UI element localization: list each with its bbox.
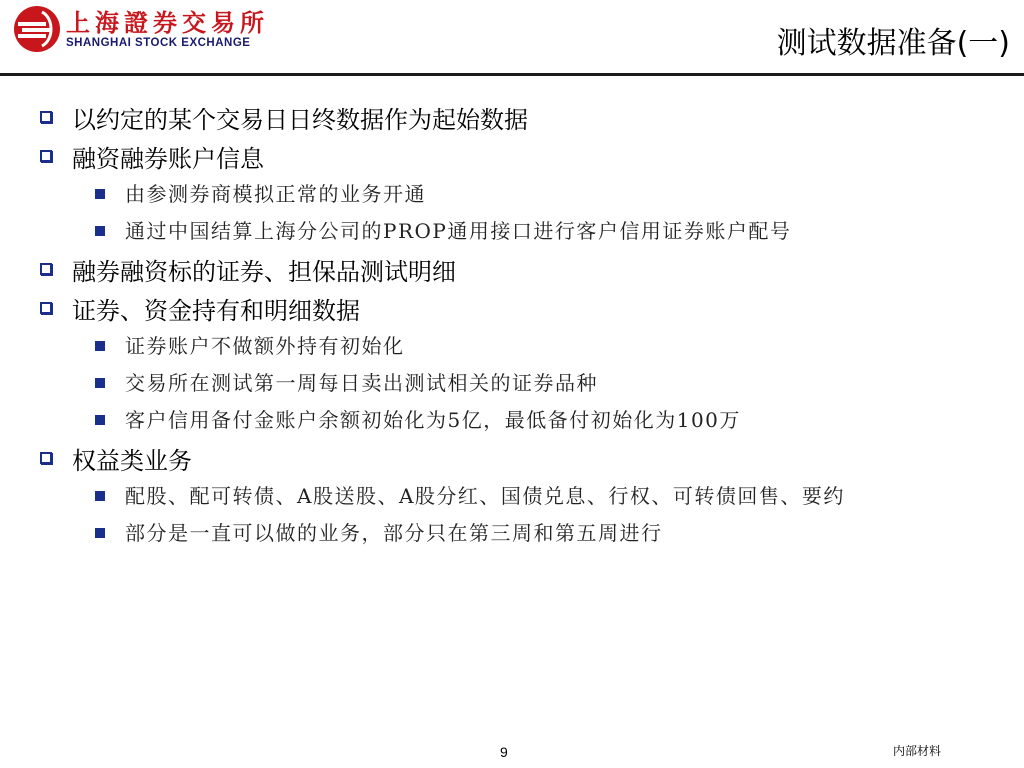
filled-square-bullet-icon: [95, 189, 105, 199]
sub-bullet-text: 通过中国结算上海分公司的PROP通用接口进行客户信用证券账户配号: [125, 219, 792, 243]
sse-logo: [12, 4, 269, 54]
bullet-text: 融资融券账户信息: [72, 145, 264, 173]
filled-square-bullet-icon: [95, 226, 105, 236]
sub-bullet-item: [95, 518, 1000, 555]
hollow-square-bullet-icon: [40, 150, 52, 162]
bullet-text: 融券融资标的证券、担保品测试明细: [72, 258, 456, 286]
hollow-square-bullet-icon: [40, 263, 52, 275]
sub-bullet-text: 客户信用备付金账户余额初始化为5亿，最低备付初始化为100万: [125, 408, 741, 432]
logo-chinese-name: 上海證券交易所: [66, 7, 269, 37]
sub-bullet-text: 由参测券商模拟正常的业务开通: [125, 182, 426, 206]
sub-bullet-text: 部分是一直可以做的业务，部分只在第三周和第五周进行: [125, 521, 663, 545]
bullet-item: [40, 292, 1000, 331]
slide-header: [0, 0, 1024, 80]
hollow-square-bullet-icon: [40, 111, 52, 123]
sub-bullet-item: [95, 481, 1000, 518]
bullet-list: [40, 101, 1000, 555]
filled-square-bullet-icon: [95, 528, 105, 538]
sub-bullet-item: [95, 405, 1000, 442]
bullet-text: 证券、资金持有和明细数据: [72, 297, 360, 325]
hollow-square-bullet-icon: [40, 302, 52, 314]
filled-square-bullet-icon: [95, 415, 105, 425]
bullet-item: [40, 442, 1000, 481]
bullet-text: 权益类业务: [72, 447, 192, 475]
header-divider: [0, 73, 1024, 76]
hollow-square-bullet-icon: [40, 452, 52, 464]
bullet-item: [40, 101, 1000, 140]
sub-bullet-text: 交易所在测试第一周每日卖出测试相关的证券品种: [125, 371, 598, 395]
sub-bullet-item: [95, 368, 1000, 405]
filled-square-bullet-icon: [95, 378, 105, 388]
sub-bullet-item: [95, 179, 1000, 216]
bullet-text: 以约定的某个交易日日终数据作为起始数据: [72, 106, 528, 134]
page-number: 9: [500, 744, 508, 760]
filled-square-bullet-icon: [95, 341, 105, 351]
sub-bullet-item: [95, 216, 1000, 253]
sub-bullet-text: 证券账户不做额外持有初始化: [125, 334, 405, 358]
filled-square-bullet-icon: [95, 491, 105, 501]
footer-note: 内部材料: [893, 744, 942, 758]
sub-bullet-item: [95, 331, 1000, 368]
slide-title: 测试数据准备(一): [776, 26, 1010, 61]
bullet-item: [40, 140, 1000, 179]
sse-logo-icon: [12, 4, 62, 54]
sub-bullet-text: 配股、配可转债、A股送股、A股分红、国债兑息、行权、可转债回售、要约: [125, 484, 845, 508]
bullet-item: [40, 253, 1000, 292]
logo-english-name: SHANGHAI STOCK EXCHANGE: [66, 36, 251, 49]
